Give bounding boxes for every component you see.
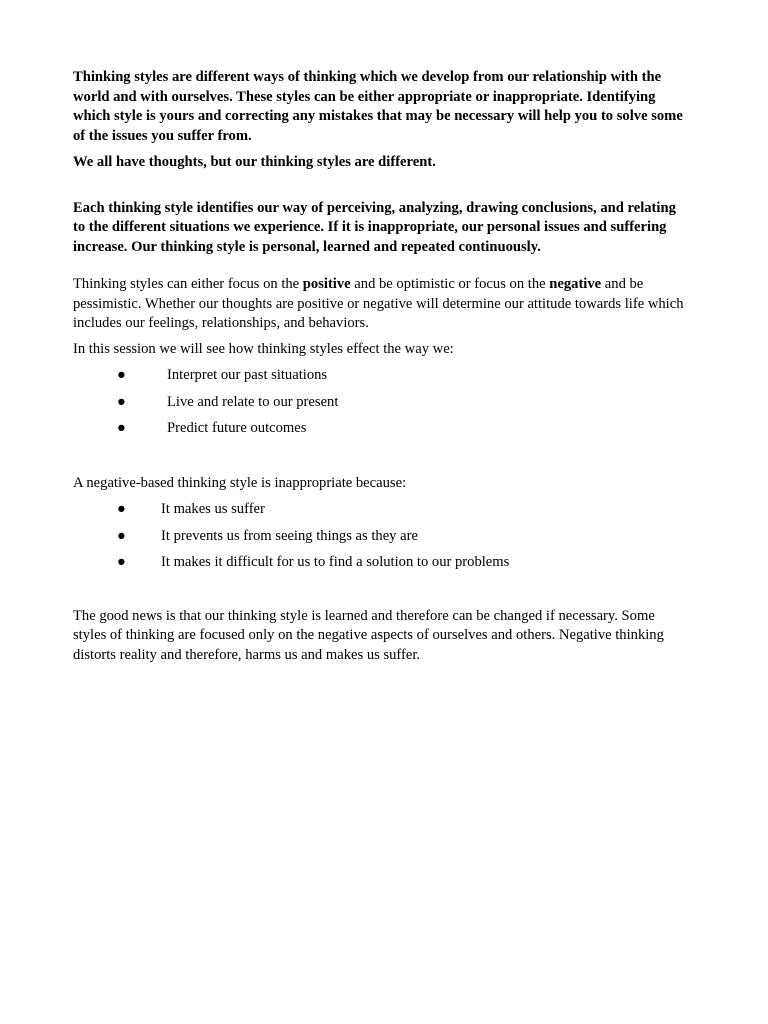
list-item-text: Predict future outcomes — [167, 420, 307, 436]
list-item — [73, 366, 688, 386]
negative-style-list — [73, 500, 688, 573]
list-item-text: It makes us suffer — [161, 501, 265, 517]
focus-negative-word: negative — [549, 276, 602, 292]
intro-paragraph-thoughts: We all have thoughts, but our thinking styles are different. — [73, 154, 436, 170]
list-item-text: Interpret our past situations — [167, 367, 328, 383]
intro-paragraph-perception: Each thinking style identifies our way of perceiving, analyzing, drawing conclusions, and relating to the different situations we experience. If it is inappropriate, our personal issues and suffering increase. Our thinking style is personal, learned and repeated continuously. — [73, 199, 676, 255]
list-item — [73, 500, 688, 520]
bullet-icon: ● — [117, 420, 126, 436]
list-item — [73, 393, 688, 413]
bullet-icon: ● — [117, 554, 126, 570]
focus-text-part3: and be pessimistic. Whether our thoughts are positive or negative will determine our attitude towards life which includes our feelings, relationships, and behaviors. — [73, 276, 684, 331]
negative-style-lead: A negative-based thinking style is inappropriate because: — [73, 474, 407, 491]
bullet-icon: ● — [117, 501, 126, 517]
focus-positive-word: positive — [302, 276, 351, 292]
focus-paragraph — [73, 275, 688, 334]
list-item — [73, 419, 688, 439]
list-item-text: It prevents us from seeing things as they are — [161, 527, 418, 544]
bullet-icon: ● — [117, 527, 126, 544]
list-item — [73, 527, 688, 547]
bullet-icon: ● — [117, 367, 126, 383]
session-lead: In this session we will see how thinking styles effect the way we: — [73, 340, 454, 357]
list-item-text: It makes it difficult for us to find a solution to our problems — [161, 554, 510, 570]
focus-text-part1: Thinking styles can either focus on the — [73, 276, 303, 292]
list-item-text: Live and relate to our present — [167, 393, 339, 410]
session-list — [73, 366, 688, 439]
list-item — [73, 553, 688, 573]
intro-paragraph-definition: Thinking styles are different ways of thinking which we develop from our relationship with the world and with ourselves. These styles can be either appropriate or inappropriate. Identifying which style is yours and correcting any mistakes that may be necessary will help you to solve some of the issues you suffer from. — [73, 69, 683, 144]
focus-text-part2: and be optimistic or focus on the — [350, 276, 550, 292]
bullet-icon: ● — [117, 393, 126, 410]
closing-paragraph: The good news is that our thinking style is learned and therefore can be changed if necessary. Some styles of thinking are focused only on the negative aspects of ourselves and others. Negative thinking distorts reality and therefore, harms us and makes us suffer. — [73, 607, 664, 663]
